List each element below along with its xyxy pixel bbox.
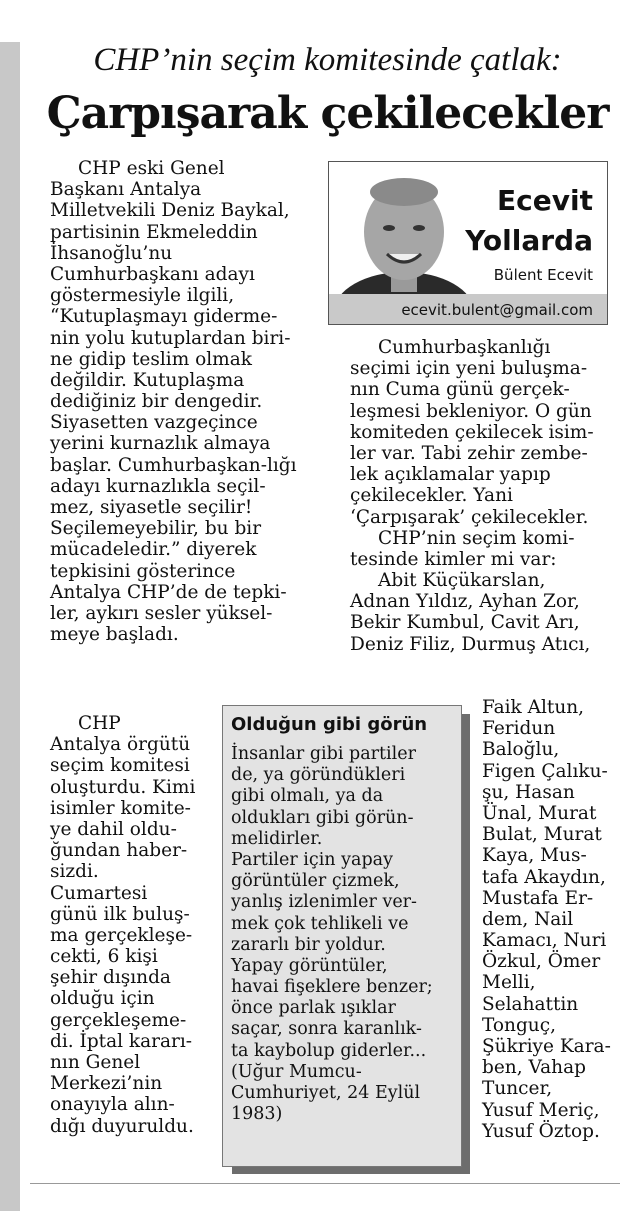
text-line: Adnan Yıldız, Ayhan Zor, [350, 591, 580, 613]
text-line: şu, Hasan [482, 781, 575, 803]
text-line: komiteden çekilecek isim- [350, 421, 594, 443]
author-photo [329, 162, 479, 312]
text-line: Figen Çalıku- [482, 760, 608, 782]
text-line: zararlı bir yoldur. [231, 934, 386, 955]
text-line: Bulat, Murat [482, 824, 602, 846]
text-line: Cumartesi [50, 882, 148, 904]
text-line: İhsanoğlu’nu [50, 242, 173, 264]
text-line: tepkisini gösterince [50, 560, 236, 582]
text-line: Melli, [482, 972, 536, 994]
text-line: Selahattin [482, 993, 579, 1015]
text-line: ma gerçekleşe- [50, 924, 193, 946]
text-line: gerçekleşeme- [50, 1009, 187, 1031]
text-line: nin yolu kutuplardan biri- [50, 327, 291, 349]
text-line: değildir. Kutuplaşma [50, 369, 245, 391]
text-line: de, ya göründükleri [231, 765, 406, 786]
text-line: günü ilk buluş- [50, 903, 190, 925]
text-line: şehir dışında [50, 967, 171, 989]
text-line: yerini kurnazlık almaya [50, 433, 271, 455]
text-line: Abit Küçükarslan, [378, 570, 546, 592]
text-line: “Kutuplaşmayı giderme- [50, 306, 278, 328]
text-line: çekilecekler. Yani [350, 485, 513, 507]
text-line: CHP [78, 713, 121, 734]
text-line: Yapay görüntüler, [231, 955, 388, 976]
text-line: havai fişeklere benzer; [231, 977, 433, 998]
text-line: di. İptal kararı- [50, 1030, 193, 1052]
text-line: Merkezi’nin [50, 1073, 163, 1095]
text-line: Feridun [482, 718, 556, 740]
text-line: Şükriye Kara- [482, 1036, 611, 1057]
article-body-right-top [350, 337, 594, 655]
text-line: Yusuf Meriç, [482, 1099, 600, 1121]
column-title-line1: Ecevit [497, 184, 593, 217]
text-line: Cumhuriyet, 24 Eylül [231, 1083, 421, 1103]
page-margin-bar [0, 42, 20, 1211]
text-line: Ünal, Murat [482, 802, 597, 824]
text-line: adayı kurnazlıkla seçil- [50, 475, 266, 497]
text-line: ben, Vahap [482, 1057, 586, 1079]
text-line: Özkul, Ömer [482, 951, 601, 973]
text-line: sizdi. [50, 861, 99, 883]
text-line: ta kaybolup giderler... [231, 1040, 427, 1061]
text-line: leşmesi bekleniyor. O gün [350, 400, 592, 422]
text-line: Yusuf Öztop. [482, 1120, 600, 1142]
text-line: tafa Akaydın, [482, 866, 606, 888]
article-body-right-bottom [482, 697, 611, 1142]
text-line: Deniz Filiz, Durmuş Atıcı, [350, 633, 591, 655]
text-line: yanlış izlenimler ver- [231, 892, 417, 913]
sidebar-box [222, 705, 462, 1167]
text-line: ‘Çarpışarak’ çekilecekler. [350, 506, 589, 528]
text-line: Mustafa Er- [482, 887, 594, 909]
sidebar-body [231, 744, 433, 1125]
text-line: saçar, sonra karanlık- [231, 1019, 422, 1040]
text-line: ne gidip teslim olmak [50, 348, 252, 370]
text-line: Antalya CHP’de de tepki- [50, 581, 287, 603]
text-line: meye başladı. [50, 624, 179, 646]
article-body-left-top [50, 158, 297, 645]
text-line: mek çok tehlikeli ve [231, 913, 409, 934]
text-line: Cumhurbaşkanlığı [378, 337, 551, 358]
text-line: Milletvekili Deniz Baykal, [50, 200, 290, 222]
text-line: dem, Nail [482, 908, 574, 930]
text-line: görüntüler çizmek, [231, 871, 400, 892]
text-line: tesinde kimler mi var: [350, 548, 557, 570]
text-line: gibi olmalı, ya da [231, 786, 384, 807]
text-line: ye dahil oldu- [50, 818, 177, 840]
text-line: Başkanı Antalya [50, 179, 202, 201]
bottom-divider [30, 1183, 620, 1184]
text-line: CHP eski Genel [78, 158, 225, 179]
text-line: oldukları gibi görün- [231, 807, 414, 828]
text-line: Siyasetten vazgeçince [50, 412, 258, 434]
text-line: dığı duyuruldu. [50, 1115, 194, 1137]
text-line: mez, siyasetle seçilir! [50, 497, 253, 518]
column-header-box [328, 161, 608, 325]
text-line: önce parlak ışıklar [231, 998, 396, 1019]
text-line: ler, aykırı sesler yüksel- [50, 602, 273, 624]
column-title-line2: Yollarda [465, 224, 593, 257]
text-line: İnsanlar gibi partiler [231, 744, 416, 764]
text-line: Seçilemeyebilir, bu bir [50, 518, 262, 540]
text-line: seçimi için yeni buluşma- [350, 358, 588, 380]
text-line: Antalya örgütü [50, 734, 191, 756]
text-line: Kamacı, Nuri [482, 930, 607, 952]
text-line: dediğiniz bir dengedir. [50, 391, 263, 413]
article-body-left-bottom [50, 713, 195, 1137]
text-line: CHP’nin seçim komi- [378, 527, 575, 549]
text-line: Cumhurbaşkanı adayı [50, 263, 255, 285]
text-line: lek açıklamalar yapıp [350, 464, 551, 486]
text-line: onayıyla alın- [50, 1094, 175, 1116]
text-line: Tuncer, [482, 1078, 553, 1100]
text-line: oluşturdu. Kimi [50, 776, 196, 798]
text-line: ğundan haber- [50, 840, 188, 862]
text-line: Baloğlu, [482, 739, 560, 761]
text-line: isimler komite- [50, 797, 191, 819]
text-line: ler var. Tabi zehir zembe- [350, 442, 588, 464]
article-kicker: CHP’nin seçim komitesinde çatlak: [93, 42, 562, 78]
text-line: mücadeledir.” diyerek [50, 539, 257, 561]
text-line: Faik Altun, [482, 697, 585, 718]
text-line: nın Genel [50, 1052, 141, 1073]
column-author: Bülent Ecevit [493, 266, 593, 284]
text-line: Bekir Kumbul, Cavit Arı, [350, 612, 580, 634]
text-line: (Uğur Mumcu- [231, 1061, 362, 1082]
text-line: melidirler. [231, 828, 323, 849]
text-line: seçim komitesi [50, 755, 190, 777]
article-headline: Çarpışarak çekilecekler [46, 88, 609, 139]
text-line: partisinin Ekmeleddin [50, 221, 258, 243]
text-line: Tonguç, [482, 1014, 556, 1036]
author-email[interactable]: ecevit.bulent@gmail.com [401, 301, 593, 319]
sidebar-title: Olduğun gibi görün [231, 714, 428, 735]
text-line: 1983) [231, 1104, 283, 1125]
text-line: Kaya, Mus- [482, 845, 587, 867]
text-line: cekti, 6 kişi [50, 946, 158, 968]
text-line: göstermesiyle ilgili, [50, 285, 235, 307]
text-line: Partiler için yapay [231, 849, 393, 870]
text-line: olduğu için [50, 988, 155, 1010]
text-line: başlar. Cumhurbaşkan-lığı [50, 454, 297, 476]
text-line: nın Cuma günü gerçek- [350, 379, 570, 401]
